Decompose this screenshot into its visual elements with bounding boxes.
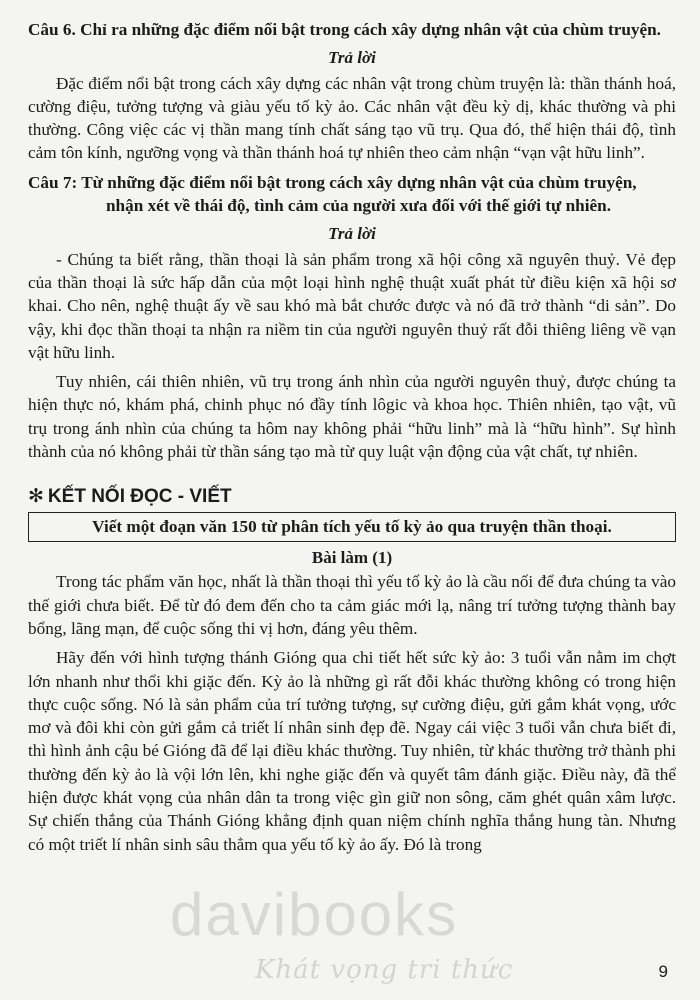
question-7-label: Câu 7:: [28, 172, 78, 192]
answer-7-title: Trả lời: [328, 223, 376, 243]
question-6-label: Câu 6.: [28, 20, 76, 39]
page-content: [28, 18, 676, 862]
essay-paragraph-1: Trong tác phẩm văn học, nhất là thần thoại thì yếu tố kỳ ảo là cầu nối để đưa chúng ta vào thế giới chưa biết. Để từ đó đem đến cho ta cảm giác mới lạ, nâng trí tưởng tượng thành bay bổng, lãng mạn, để cuộc sống thi vị hơn, đáng yêu thêm.: [28, 572, 676, 638]
publisher-watermark: davibooks: [170, 881, 459, 948]
essay-title: Bài làm (1): [311, 548, 393, 568]
question-6: [28, 18, 676, 42]
question-7: [28, 171, 676, 218]
section-title: KẾT NỐI ĐỌC - VIẾT: [47, 485, 232, 507]
asterisk-icon: ✻: [28, 486, 44, 508]
question-7-text: Từ những đặc điểm nổi bật trong cách xây dựng nhân vật của chùm truyện, nhận xét về thái độ, tình cảm của người xưa đối với thế giới tự nhiên.: [81, 172, 637, 216]
publisher-tagline: Khát vọng tri thức: [255, 955, 514, 985]
answer-7-paragraph-2: Tuy nhiên, cái thiên nhiên, vũ trụ trong ánh nhìn của người nguyên thuỷ, được chúng ta hiện thực nó, khám phá, chinh phục nó đầy tính lôgic và khoa học. Thiên nhiên, tạo vật, vũ trụ trong ánh nhìn của chúng ta hôm nay không phải “hữu linh” mà là “hữu hình”. Sự hình thành của nó không phải từ thần sáng tạo mà từ quy luật vận động của vật chất, tự nhiên.: [28, 372, 676, 462]
answer-6-paragraph: Đặc điểm nổi bật trong cách xây dựng các nhân vật trong chùm truyện là: thần thánh hoá, cường điệu, tưởng tượng và giàu yếu tố kỳ ảo. Các nhân vật đều kỳ dị, khác thường và phi thường. Công việc các vị thần mang tính chất sáng tạo vũ trụ. Qua đó, thể hiện thái độ, tình cảm tôn kính, ngưỡng vọng và thần thánh hoá tự nhiên theo cảm nhận “vạn vật hữu linh”.: [28, 73, 676, 163]
section-heading: [28, 485, 676, 508]
answer-7-paragraph-1: - Chúng ta biết rằng, thần thoại là sản phẩm trong xã hội công xã nguyên thuỷ. Vẻ đẹp của thần thoại là sức hấp dẫn của một loại hình nghệ thuật xuất phát từ điều kiện xã hội sơ khai. Cho nên, nghệ thuật ấy về sau khó mà bắt chước được và nó đã trở thành “di sản”. Do vậy, khi đọc thần thoại ta nhận ra niềm tin của người nguyên thuỷ rất đỗi thiêng liêng về vạn vật hữu linh.: [28, 249, 676, 362]
question-6-text: Chỉ ra những đặc điểm nổi bật trong cách xây dựng nhân vật của chùm truyện.: [80, 20, 661, 39]
page-number: 9: [658, 962, 668, 981]
writing-task-box: Viết một đoạn văn 150 từ phân tích yếu tố kỳ ảo qua truyện thần thoại.: [28, 512, 676, 542]
essay-paragraph-2: Hãy đến với hình tượng thánh Gióng qua chi tiết hết sức kỳ ảo: 3 tuổi vẫn nằm im chợt lớn nhanh như thổi khi giặc đến. Kỳ ảo là những gì rất đỗi khác thường không có trong hiện thực cuộc sống. Nó là sản phẩm của trí tưởng tượng, sự cường điệu, gửi gắm khát vọng, ước mơ và đôi khi còn gửi gắm cả triết lí nhân sinh đẹp đẽ. Ngay cái việc 3 tuổi vẫn chưa biết đi, thì hình ảnh cậu bé Gióng đã để lại điều khác thường. Tuy nhiên, từ khác thường trở thành phi thường đến kỳ ảo là vội lớn lên, khi nghe giặc đến và quyết tâm đánh giặc. Điều này, đã thể hiện được khát vọng của nhân dân ta trong việc gìn giữ non sông, căm ghét quân xâm lược. Sự chiến thắng của Thánh Gióng khẳng định quan niệm chính nghĩa thắng hung tàn. Nhưng có một triết lí nhân sinh sâu thẳm qua yếu tố kỳ ảo ấy. Đó là trong: [28, 648, 676, 854]
answer-6-title: Trả lời: [328, 47, 376, 67]
